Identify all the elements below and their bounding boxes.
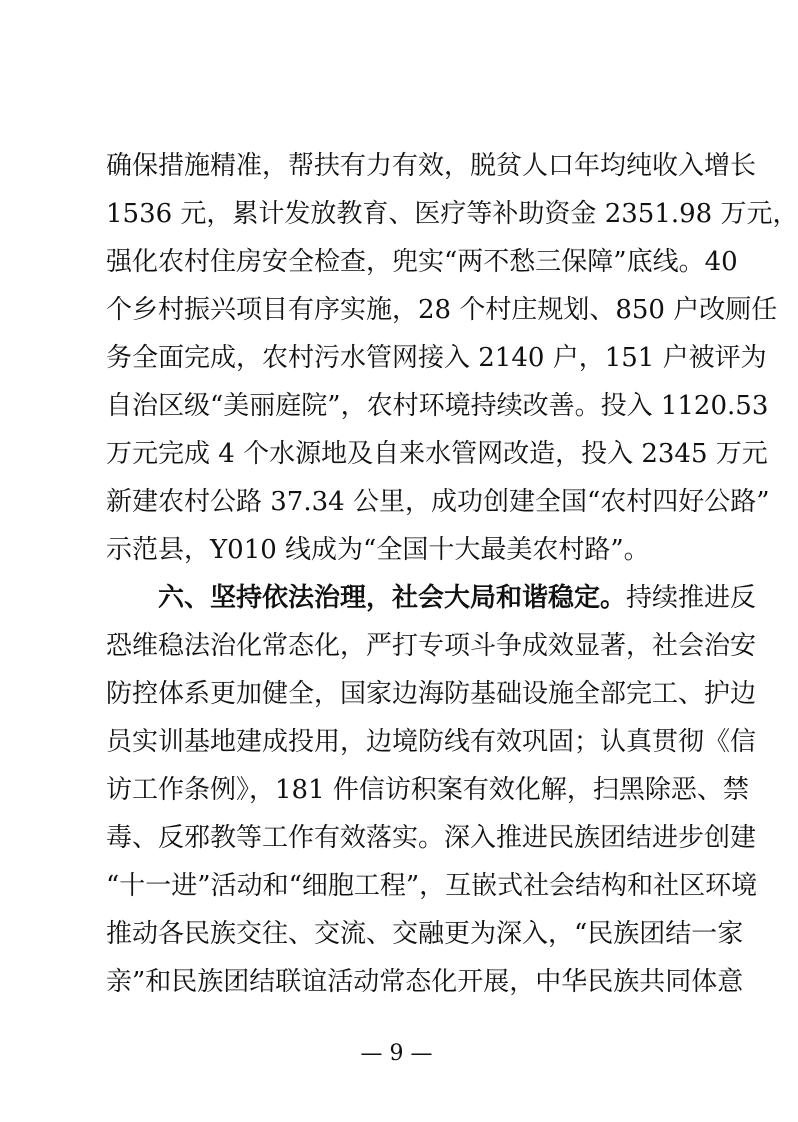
paragraph-line: 防控体系更加健全，国家边海防基础设施全部完工、护边 xyxy=(106,679,757,709)
paragraph-line: “十一进”活动和“细胞工程”，互嵌式社会结构和社区环境 xyxy=(106,871,758,901)
paragraph-line: 亲”和民族团结联谊活动常态化开展，中华民族共同体意 xyxy=(106,967,744,997)
paragraph-line: 确保措施精准，帮扶有力有效，脱贫人口年均纯收入增长 xyxy=(106,151,757,181)
paragraph-line: 访工作条例》，181 件信访积案有效化解，扫黑除恶、禁 xyxy=(106,775,749,805)
section-heading: 六、坚持依法治理，社会大局和谐稳定。 xyxy=(158,583,627,613)
section-heading-line xyxy=(106,574,757,622)
paragraph-line: 推动各民族交往、交流、交融更为深入，“民族团结一家 xyxy=(106,919,744,949)
page-number: — 9 — xyxy=(360,1041,433,1066)
paragraph-line: 新建农村公路 37.34 公里，成功创建全国“农村四好公路” xyxy=(106,487,770,517)
body-text xyxy=(106,142,798,1006)
paragraph-line: 员实训基地建成投用，边境防线有效巩固；认真贯彻《信 xyxy=(106,727,757,757)
paragraph-line: 自治区级“美丽庭院”，农村环境持续改善。投入 1120.53 xyxy=(106,391,769,421)
paragraph-line: 毒、反邪教等工作有效落实。深入推进民族团结进步创建 xyxy=(106,823,757,853)
paragraph-line: 1536 元，累计发放教育、医疗等补助资金 2351.98 万元， xyxy=(106,199,798,229)
paragraph-line: 恐维稳法治化常态化，严打专项斗争成效显著，社会治安 xyxy=(106,631,757,661)
section-heading-rest: 持续推进反 xyxy=(626,583,757,613)
paragraph-line: 个乡村振兴项目有序实施，28 个村庄规划、850 户改厕任 xyxy=(106,295,778,325)
paragraph-line: 示范县，Y010 线成为“全国十大最美农村路”。 xyxy=(106,535,650,565)
paragraph-line: 万元完成 4 个水源地及自来水管网改造，投入 2345 万元 xyxy=(106,439,768,469)
paragraph-line: 强化农村住房安全检查，兜实“两不愁三保障”底线。40 xyxy=(106,247,738,277)
paragraph-line: 务全面完成，农村污水管网接入 2140 户，151 户被评为 xyxy=(106,343,767,373)
